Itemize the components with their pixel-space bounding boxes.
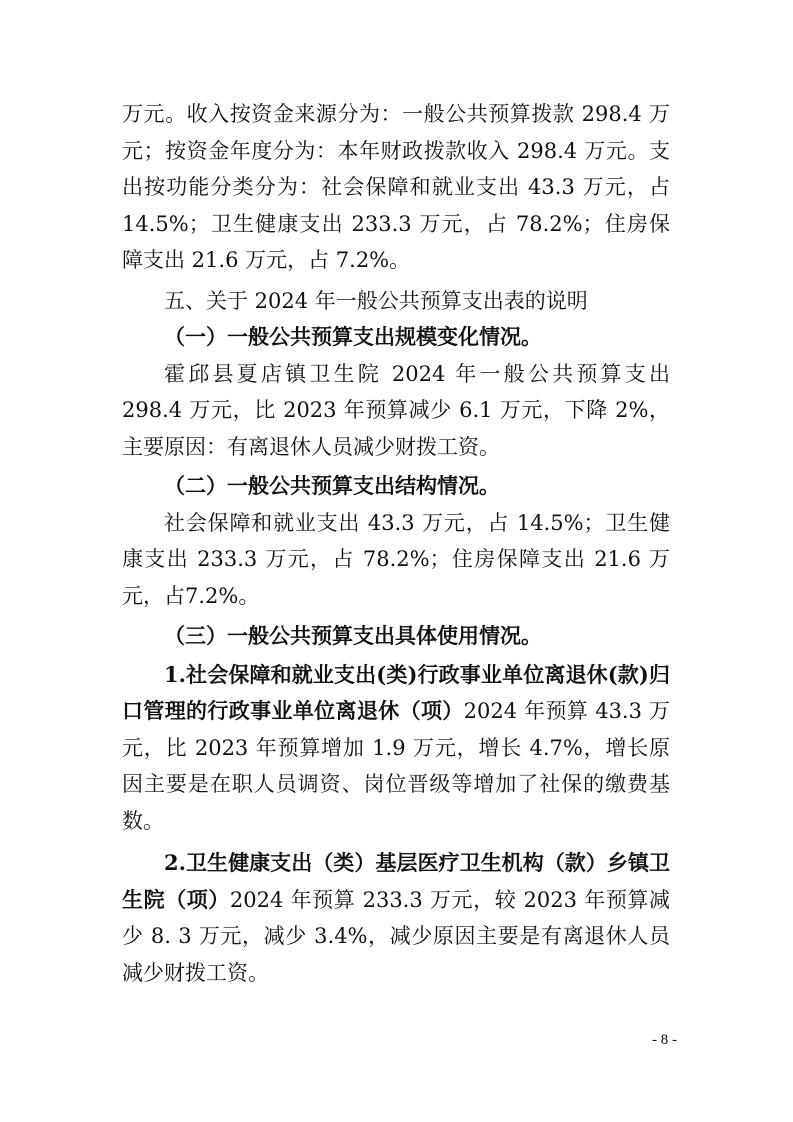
paragraph-structure: 社会保障和就业支出 43.3 万元，占 14.5%；卫生健康支出 233.3 万元，占 78.2%；住房保障支出 21.6 万元，占7.2%。 [122,510,670,608]
paragraph-scale: 霍邱县夏店镇卫生院 2024 年一般公共预算支出 298.4 万元，比 2023 年预算减少 6.1 万元，下降 2%，主要原因：有离退休人员减少财拨工资。 [122,361,670,459]
subheading-structure: （二）一般公共预算支出结构情况。 [164,473,500,498]
paragraph-item-1 [122,657,670,840]
item-1-text: 2024 年预算 43.3 万元，比 2023 年预算增加 1.9 万元，增长 4.7%，增长原因主要是在职人员调资、岗位晋级等增加了社保的缴费基数。 [122,699,671,833]
subheading-usage: （三）一般公共预算支出具体使用情况。 [164,623,542,648]
paragraph-item-2 [122,845,670,991]
item-2-title: 2.卫生健康支出（类）基层医疗卫生机构（款）乡镇卫生院（项） [122,850,670,912]
item-2-text: 2024 年预算 233.3 万元，较 2023 年预算减少 8. 3 万元，减少 3.4%，减少原因主要是有离退休人员减少财拨工资。 [122,887,670,985]
section-heading-5: 五、关于 2024 年一般公共预算支出表的说明 [164,288,588,313]
subheading-scale: （一）一般公共预算支出规模变化情况。 [164,324,542,349]
item-1-title: 1.社会保障和就业支出(类)行政事业单位离退休(款)归口管理的行政事业单位离退休（项） [122,661,670,723]
page-number: - 8 - [652,1032,677,1048]
paragraph-income-summary: 万元。收入按资金来源分为：一般公共预算拨款 298.4 万元；按资金年度分为：本年财政拨款收入 298.4 万元。支出按功能分类分为：社会保障和就业支出 43.3 万元，占14.5%；卫生健康支出 233.3 万元，占 78.2%；住房保障支出 21.6 万元，占 7.2%。 [122,102,670,272]
document-page [122,96,670,991]
